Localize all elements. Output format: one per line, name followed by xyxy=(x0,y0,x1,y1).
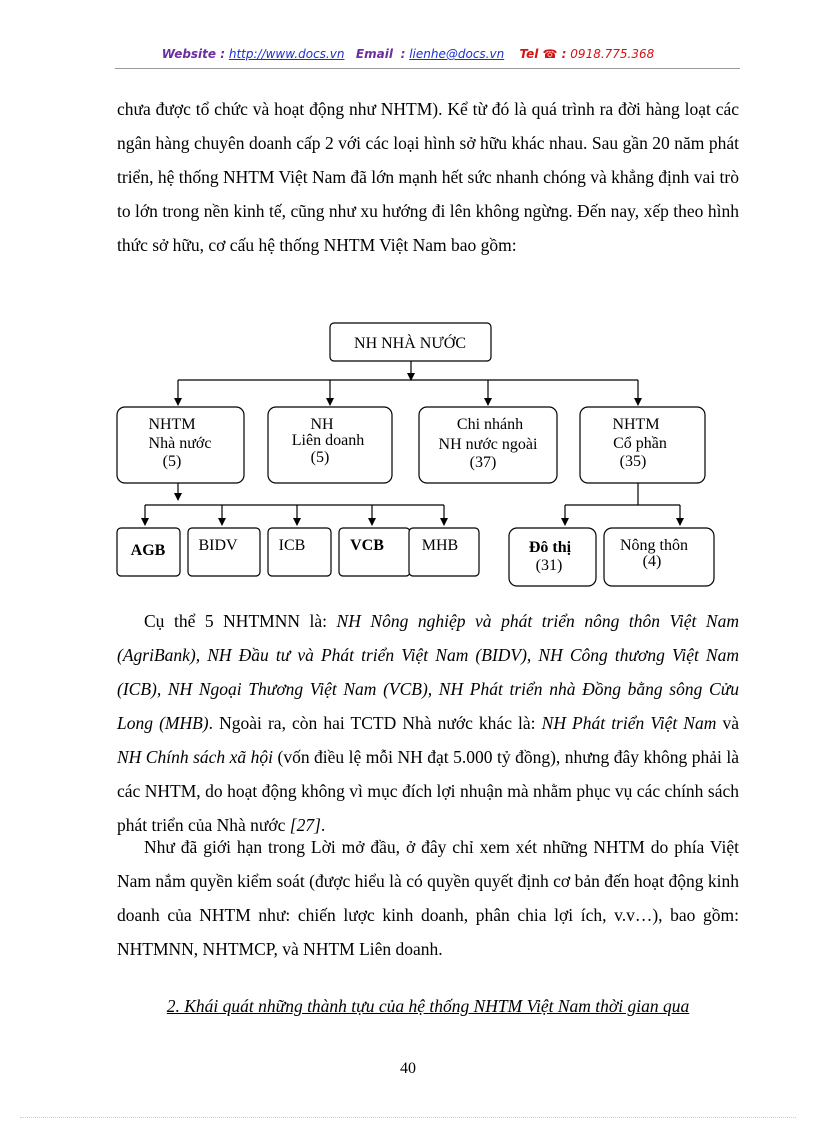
email-link[interactable]: lienhe@docs.vn xyxy=(409,47,505,61)
rural-label: Nông thôn xyxy=(620,537,688,554)
joint-venture-count: (5) xyxy=(310,449,330,466)
vcb-label: VCB xyxy=(350,537,384,554)
foreign-branch-count: (37) xyxy=(469,454,497,471)
website-label: Website : xyxy=(161,47,226,61)
tel-number: 0918.775.368 xyxy=(570,47,655,61)
state-commercial-count: (5) xyxy=(162,453,182,470)
joint-venture-line2: Liên doanh xyxy=(291,432,365,449)
page-number: 40 xyxy=(400,1060,416,1077)
icb-label: ICB xyxy=(278,537,306,554)
foreign-branch-line1: Chi nhánh xyxy=(456,416,524,433)
website-link[interactable]: http://www.docs.vn xyxy=(228,47,345,61)
p2-other2: NH Chính sách xã hội xyxy=(117,747,273,767)
email-label: Email xyxy=(355,47,393,61)
p2-tail: (vốn điều lệ mỗi NH đạt 5.000 tỷ đồng), nhưng đây không phải là các NHTM, do hoạt động không vì mục đích lợi nhuận mà nhằm phục vụ các chính sách phát triển của Nhà nước xyxy=(117,747,739,835)
joint-venture-line1: NH xyxy=(310,416,334,433)
agb-label: AGB xyxy=(130,542,166,559)
p2-ref: [27] xyxy=(289,815,321,835)
paragraph-state-banks xyxy=(117,604,739,842)
p2-banks: NH Nông nghiệp và phát triển nông thôn Việt Nam (AgriBank), NH Đầu tư và Phát triển Việt Nam (BIDV), NH Công thương Việt Nam (ICB), NH Ngoại Thương Việt Nam (VCB), NH Phát triển nhà Đồng bằng sông Cửu Long (MHB) xyxy=(117,611,739,733)
mhb-label: MHB xyxy=(421,537,459,554)
state-commercial-line1: NHTM xyxy=(148,416,196,433)
rural-count: (4) xyxy=(642,553,662,570)
foreign-branch-line2: NH nước ngoài xyxy=(438,436,538,453)
footer-rule xyxy=(20,1117,796,1118)
p2-intro: Cụ thể 5 NHTMNN là: xyxy=(144,611,337,631)
root-label: NH NHÀ NƯỚC xyxy=(354,335,466,352)
paragraph-intro: chưa được tổ chức và hoạt động như NHTM). Kể từ đó là quá trình ra đời hàng loạt các ngân hàng chuyên doanh cấp 2 với các loại hình sở hữu khác nhau. Sau gần 20 năm phát triển, hệ thống NHTM Việt Nam đã lớn mạnh hết sức nhanh chóng và khẳng định vai trò to lớn trong nền kinh tế, cũng như xu hướng đi lên không ngừng. Đến nay, xếp theo hình thức sở hữu, cơ cấu hệ thống NHTM Việt Nam bao gồm: xyxy=(117,99,739,255)
bidv-label: BIDV xyxy=(198,537,238,554)
joint-stock-line2: Cổ phần xyxy=(613,435,667,452)
urban-label: Đô thị xyxy=(528,539,572,556)
joint-stock-line1: NHTM xyxy=(612,416,660,433)
p2-and: và xyxy=(716,713,739,733)
p2-mid: . Ngoài ra, còn hai TCTD Nhà nước khác là: xyxy=(208,713,542,733)
tel-label: Tel ☎ : xyxy=(519,47,567,61)
paragraph-scope: Như đã giới hạn trong Lời mở đầu, ở đây chỉ xem xét những NHTM do phía Việt Nam nắm quyền kiểm soát (được hiểu là có quyền quyết định cơ bản đến hoạt động kinh doanh của NHTM như: chiến lược kinh doanh, phân chia lợi ích, v.v…), bao gồm: NHTMNN, NHTMCP, và NHTM Liên doanh. xyxy=(117,837,739,959)
urban-count: (31) xyxy=(535,557,563,574)
state-commercial-line2: Nhà nước xyxy=(148,435,212,452)
section-heading: 2. Khái quát những thành tựu của hệ thống NHTM Việt Nam thời gian qua xyxy=(166,996,690,1016)
p2-other1: NH Phát triển Việt Nam xyxy=(541,713,717,733)
joint-stock-count: (35) xyxy=(619,453,647,470)
p2-end: . xyxy=(320,815,326,835)
email-separator: : xyxy=(400,47,406,61)
